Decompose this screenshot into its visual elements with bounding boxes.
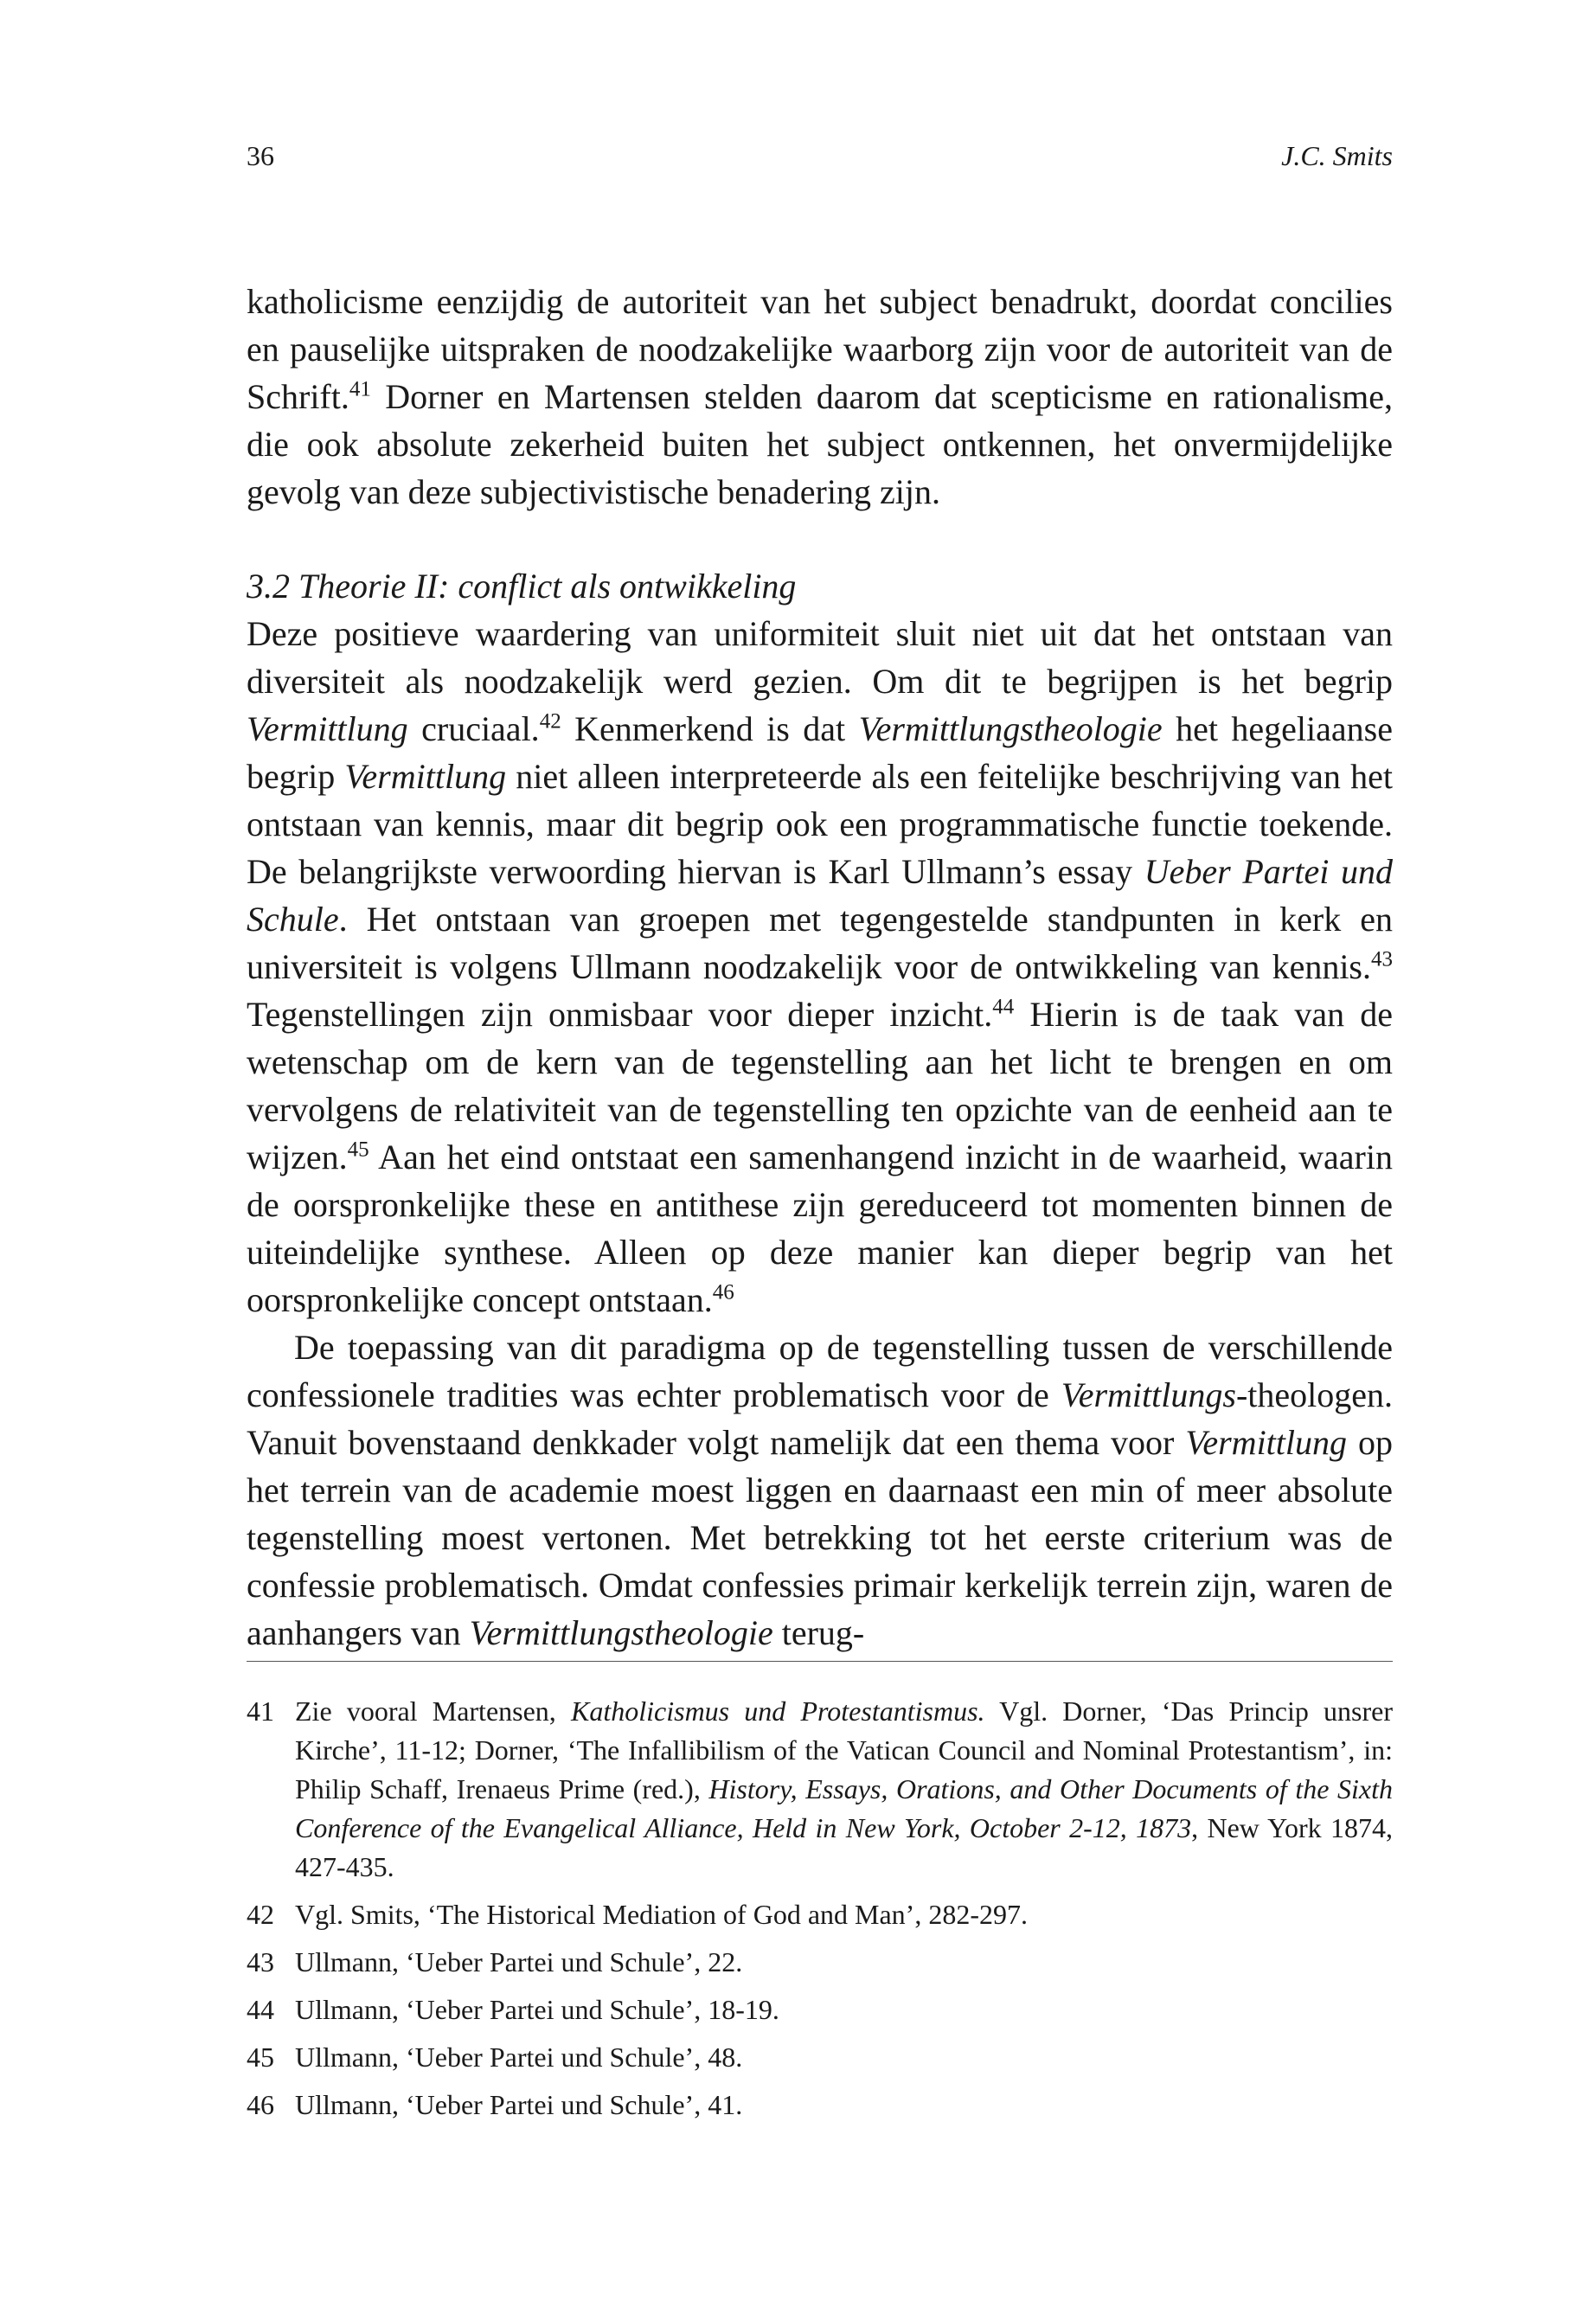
footnote-number: 44	[247, 1994, 274, 2025]
footnote-text: Zie vooral Martensen, Katholicismus und Protestantismus. Vgl. Dorner, ‘Das Princip unsrer Kirche’, 11-12; Dorner, ‘The Infallibilism of the Vatican Council and Nominal Protestantism’, in: Philip Schaff, Irenaeus Prime (red.), History, Essays, Orations, and Other Documents of the Sixth Conference of the Evangelical Alliance, Held in New York, October 2-12, 1873, New York 1874, 427-435.	[295, 1695, 1394, 1882]
footnote-text: Ullmann, ‘Ueber Partei und Schule’, 22.	[295, 1946, 743, 1977]
page-number: 36	[247, 140, 274, 171]
footnote-number: 46	[247, 2089, 274, 2120]
footnote-ref-46[interactable]: 46	[712, 1280, 734, 1304]
footnote-45	[247, 2038, 1393, 2077]
footnotes	[247, 1692, 1393, 2133]
footnote-ref-41[interactable]: 41	[349, 377, 371, 401]
page-header	[247, 138, 1393, 173]
footnote-ref-42[interactable]: 42	[539, 709, 561, 734]
main-text	[247, 278, 1393, 1657]
paragraph-1: katholicisme eenzijdig de autoriteit van het subject benadrukt, doordat concilies en pauselijke uitspraken de noodzakelijke waarborg zijn voor de autoriteit van de Schrift.$^{41}$ Dorner en Martensen stelden daarom dat scepticisme en rationalisme, die ook absolute zekerheid buiten het subject ontkennen, het onvermijdelijke gevolg van deze subjectivistische benadering zijn.	[247, 282, 1393, 511]
footnote-text: Ullmann, ‘Ueber Partei und Schule’, 48.	[295, 2041, 743, 2073]
footnote-number: 41	[247, 1695, 274, 1727]
paragraph-2: Deze positieve waardering van uniformiteit sluit niet uit dat het ontstaan van diversiteit als noodzakelijk werd gezien. Om dit te begrijpen is het begrip Vermittlung cruciaal.$^{42}$ Kenmerkend is dat Vermittlungstheologie het hegeliaanse begrip Vermittlung niet alleen interpreteerde als een feitelijke beschrijving van het ontstaan van kennis, maar dit begrip ook een programmatische functie toekende. De belangrijkste verwoording hiervan is Karl Ullmann’s essay Ueber Partei und Schule. Het ontstaan van groepen met tegengestelde standpunten in kerk en universiteit is volgens Ullmann noodzakelijk voor de ontwikkeling van kennis.$^{43}$ Tegenstellingen zijn onmisbaar voor dieper inzicht.$^{44}$ Hierin is de taak van de wetenschap om de kern van de tegenstelling aan het licht te brengen en om vervolgens de relativiteit van de tegenstelling ten opzichte van de eenheid aan te wijzen.$^{45}$ Aan het eind ontstaat een samenhangend inzicht in de waarheid, waarin de oorspronkelijke these en antithese zijn gereduceerd tot momenten binnen de uiteindelijke synthese. Alleen op deze manier kan dieper begrip van het oorspronkelijke concept ontstaan.$^{46}$	[247, 614, 1394, 1319]
section-heading: 3.2 Theorie II: conflict als ontwikkeling	[247, 567, 797, 606]
footnote-number: 45	[247, 2041, 274, 2073]
footnote-ref-45[interactable]: 45	[347, 1138, 369, 1162]
footnote-divider	[247, 1661, 1393, 1662]
section-spacer	[247, 516, 1393, 562]
footnote-text: Vgl. Smits, ‘The Historical Mediation of God and Man’, 282-297.	[295, 1899, 1028, 1930]
footnote-42	[247, 1895, 1393, 1934]
footnote-44	[247, 1990, 1393, 2029]
footnote-number: 43	[247, 1946, 274, 1977]
footnote-text: Ullmann, ‘Ueber Partei und Schule’, 18-19.	[295, 1994, 779, 2025]
footnote-number: 42	[247, 1899, 274, 1930]
footnote-46	[247, 2086, 1393, 2125]
footnote-41	[247, 1692, 1393, 1887]
footnote-ref-44[interactable]: 44	[992, 995, 1015, 1019]
paragraph-3: De toepassing van dit paradigma op de tegenstelling tussen de verschillende confessionele tradities was echter problematisch voor de Vermittlungs-theologen. Vanuit bovenstaand denkkader volgt namelijk dat een thema voor Vermittlung op het terrein van de academie moest liggen en daarnaast een min of meer absolute tegenstelling moest vertonen. Met betrekking tot het eerste criterium was de confessie problematisch. Omdat confessies primair kerkelijk terrein zijn, waren de aanhangers van Vermittlungstheologie terug-	[247, 1328, 1394, 1652]
footnote-ref-43[interactable]: 43	[1371, 947, 1393, 971]
footnote-43	[247, 1943, 1393, 1982]
running-head: J.C. Smits	[1281, 140, 1393, 171]
footnote-text: Ullmann, ‘Ueber Partei und Schule’, 41.	[295, 2089, 743, 2120]
